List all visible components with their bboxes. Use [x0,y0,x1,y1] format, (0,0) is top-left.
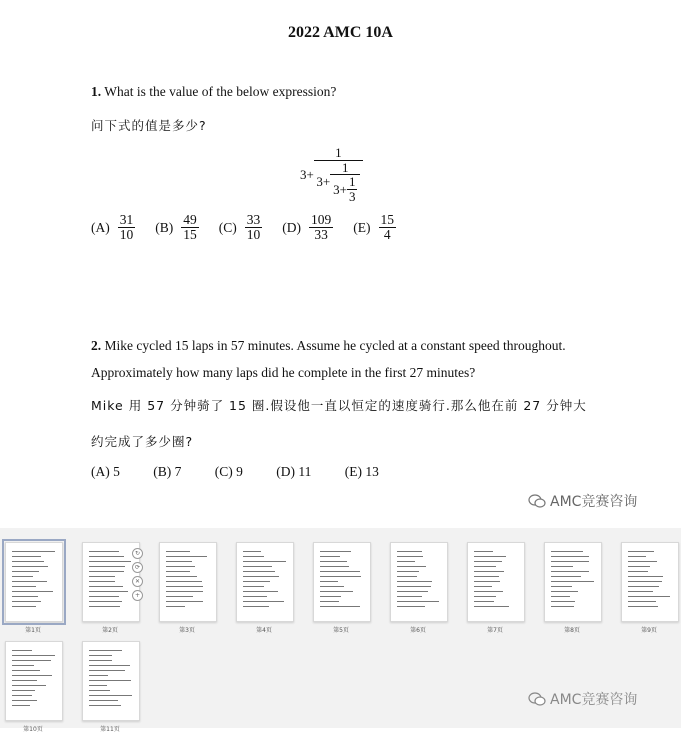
choice-b: (B) 7 [153,464,182,479]
thumbnail-text-line [320,571,360,572]
thumbnail-text-line [12,705,30,706]
thumbnail-text-line [397,561,415,562]
page-thumbnail[interactable] [5,641,63,721]
choice-d: (D) 11 [276,464,312,479]
thumbnail-text-line [89,596,119,597]
page-title: 2022 AMC 10A [288,24,393,41]
thumbnail-text-line [12,700,37,701]
thumbnail-text-line [12,576,33,577]
thumbnail-text-line [166,566,195,567]
thumbnail-text-line [628,601,656,602]
thumbnail-text-line [243,601,284,602]
thumbnail-text-line [397,591,428,592]
page-thumbnail-label: 第1页 [25,627,41,634]
thumbnail-text-line [166,551,190,552]
page-thumbnail-label: 第9页 [641,627,657,634]
thumbnail-text-line [628,551,654,552]
choice-e: (E) 13 [344,464,379,479]
thumbnail-text-line [89,566,125,567]
wechat-icon [528,692,546,706]
thumbnail-text-line [243,551,261,552]
thumbnail-text-line [397,596,422,597]
choice-c: (C) 9 [214,464,243,479]
thumbnail-text-line [243,571,275,572]
page-thumbnail[interactable] [390,542,448,622]
thumbnail-text-line [397,556,423,557]
thumbnail-text-line [12,670,40,671]
question-1-number: 1. [91,84,102,99]
choice-b: (B) $\frac{49}{15}$ [155,212,197,243]
question-1-text [91,84,336,100]
thumbnail-text-line [397,601,439,602]
thumbnail-text-line [89,665,130,666]
thumbnail-text-line [628,556,646,557]
thumbnail-text-line [166,596,193,597]
thumbnail-text-line [320,566,349,567]
thumbnail-text-line [89,655,112,656]
thumbnail-text-line [474,571,504,572]
thumbnail-text-line [474,561,502,562]
thumbnail-text-line [89,650,122,651]
question-2-number: 2. [91,338,102,353]
page-thumbnail-label: 第8页 [564,627,580,634]
thumbnail-text-line [320,596,341,597]
page-thumbnail[interactable] [159,542,217,622]
choice-a: (A) $\frac{31}{10}$ [91,212,134,243]
thumbnail-text-line [474,556,506,557]
thumbnail-text-line [397,551,422,552]
thumbnail-text-line [397,571,419,572]
thumbnail-text-line [12,571,39,572]
thumbnail-text-line [12,675,52,676]
thumbnail-text-line [243,566,272,567]
thumbnail-text-line [320,586,344,587]
thumbnail-text-line [320,601,339,602]
thumbnail-text-line [628,571,648,572]
thumbnail-text-line [12,690,35,691]
thumbnail-text-line [320,561,347,562]
thumbnail-text-line [551,566,573,567]
thumbnail-text-line [89,551,119,552]
thumbnail-text-line [166,591,203,592]
thumbnail-text-line [12,586,36,587]
thumbnail-text-line [166,581,202,582]
thumbnail-text-line [12,561,44,562]
thumbnail-text-line [474,586,492,587]
thumbnail-text-line [628,566,650,567]
choice-a: (A) 5 [91,464,120,479]
question-2-chinese-line2: 约完成了多少圈? [91,434,194,449]
thumbnail-text-line [551,606,574,607]
thumbnail-text-line [12,556,41,557]
page-thumbnail-label: 第3页 [179,627,195,634]
choice-c: (C) $\frac{33}{10}$ [218,212,261,243]
page-thumbnail[interactable] [313,542,371,622]
thumbnail-text-line [89,586,123,587]
thumbnail-text-line [551,561,589,562]
thumbnail-text-line [12,685,46,686]
thumbnail-text-line [89,680,131,681]
thumbnail-text-line [89,591,128,592]
question-1-english: What is the value of the below expression? [104,84,337,99]
thumbnail-text-line [89,660,112,661]
thumbnail-text-line [474,591,503,592]
page-thumbnail-label: 第5页 [333,627,349,634]
thumbnail-text-line [474,551,493,552]
thumbnail-text-line [166,561,192,562]
question-2-text-line2: Approximately how many laps did he complete in the first 27 minutes? [91,365,476,380]
page-thumbnail[interactable] [5,542,63,622]
thumbnail-text-line [166,601,203,602]
thumbnail-text-line [551,596,570,597]
continued-fraction: 3+ 1 3+ 1 3+ $\frac{1}{3}$ [300,146,363,204]
thumbnail-text-line [12,601,41,602]
thumbnail-text-line [12,591,53,592]
thumbnail-text-line [551,551,583,552]
thumbnail-text-line [243,556,264,557]
thumbnail-text-line [89,556,124,557]
thumbnail-text-line [12,551,55,552]
thumbnail-text-line [89,601,122,602]
page-thumbnail-label: 第6页 [410,627,426,634]
thumbnail-text-line [12,660,51,661]
thumbnail-text-line [243,561,286,562]
thumbnail-text-line [89,705,121,706]
thumbnail-text-line [12,665,34,666]
thumbnail-text-line [320,581,338,582]
thumbnail-text-line [166,556,207,557]
thumbnail-text-line [89,576,115,577]
thumbnail-text-line [12,566,48,567]
question-1-choices [91,213,396,242]
thumbnail-text-line [628,586,659,587]
thumbnail-text-line [397,566,426,567]
page-thumbnail[interactable] [544,542,602,622]
page-thumbnail-label: 第11页 [100,726,120,733]
thumbnail-text-line [89,675,108,676]
thumbnail-text-line [551,586,572,587]
page-thumbnail[interactable] [236,542,294,622]
thumbnail-text-line [474,576,499,577]
page-thumbnail-label: 第10页 [23,726,43,733]
thumbnail-text-line [397,576,417,577]
thumbnail-text-line [89,606,120,607]
thumbnail-text-line [474,581,500,582]
thumbnail-text-line [89,690,110,691]
thumbnail-text-line [551,581,594,582]
thumbnail-text-line [166,576,197,577]
thumbnail-text-line [320,556,340,557]
thumbnail-text-line [12,596,38,597]
thumbnail-text-line [397,581,432,582]
thumbnail-text-line [320,551,351,552]
thumbnail-text-line [628,591,653,592]
thumbnail-text-line [12,695,32,696]
thumbnail-text-line [628,606,658,607]
page-thumbnail-label: 第2页 [102,627,118,634]
thumbnail-text-line [628,576,663,577]
page-thumbnail[interactable] [621,542,679,622]
question-1-chinese: 问下式的值是多少? [91,118,207,133]
thumbnail-text-line [243,581,270,582]
thumbnail-text-line [397,586,431,587]
question-2-chinese-line1: Mike 用 57 分钟骑了 15 圈.假设他一直以恒定的速度骑行.那么他在前 27 分钟大 [91,398,587,413]
thumbnail-text-line [474,596,496,597]
thumbnail-text-line [243,606,269,607]
thumbnail-text-line [243,586,264,587]
thumbnail-text-line [12,581,47,582]
page-thumbnail[interactable] [467,542,525,622]
thumbnail-text-line [89,695,132,696]
question-2-text: 2. Mike cycled 15 laps in 57 minutes. Assume he cycled at a constant speed throughout. [91,338,566,353]
thumbnail-text-line [397,606,425,607]
thumbnail-text-line [166,571,190,572]
thumbnail-text-line [89,685,107,686]
delete-icon[interactable]: ✕ [132,576,143,587]
thumbnail-text-line [551,601,575,602]
thumbnail-tools [132,548,143,601]
thumbnail-text-line [551,556,589,557]
thumbnail-text-line [12,655,55,656]
thumbnail-text-line [474,566,496,567]
question-2-choices [91,464,409,480]
thumbnail-text-line [243,576,279,577]
thumbnail-text-line [320,606,360,607]
page-thumbnail[interactable] [82,641,140,721]
refresh-icon[interactable]: ⟳ [132,562,143,573]
thumbnail-text-line [89,581,115,582]
thumbnail-text-line [551,591,578,592]
thumbnail-text-line [628,581,662,582]
thumbnail-text-line [474,601,494,602]
wechat-icon [528,494,546,508]
rotate-icon[interactable]: ↻ [132,548,143,559]
thumbnail-text-line [12,650,32,651]
thumbnail-text-line [12,680,37,681]
thumbnail-text-line [166,586,203,587]
thumbnail-text-line [551,576,581,577]
thumbnail-text-line [89,670,125,671]
thumbnail-text-line [474,606,509,607]
watermark-bottom: AMC竞赛咨询 [528,689,637,709]
choice-e: (E) $\frac{15}{4}$ [353,212,394,243]
page-thumbnail-label: 第7页 [487,627,503,634]
thumbnail-text-line [320,576,361,577]
watermark: AMC竞赛咨询 [528,491,637,511]
thumbnail-text-line [243,591,278,592]
thumbnail-text-line [89,571,124,572]
choice-d: (D) $\frac{109}{33}$ [282,212,332,243]
thumbnail-text-line [628,596,670,597]
page-thumbnail-label: 第4页 [256,627,272,634]
thumbnail-text-line [89,561,131,562]
thumbnail-text-line [551,571,589,572]
thumbnail-text-line [243,596,267,597]
thumbnail-text-line [89,700,118,701]
add-icon[interactable]: + [132,590,143,601]
thumbnail-text-line [320,591,353,592]
thumbnail-text-line [628,561,657,562]
thumbnail-text-line [166,606,185,607]
thumbnail-text-line [12,606,36,607]
